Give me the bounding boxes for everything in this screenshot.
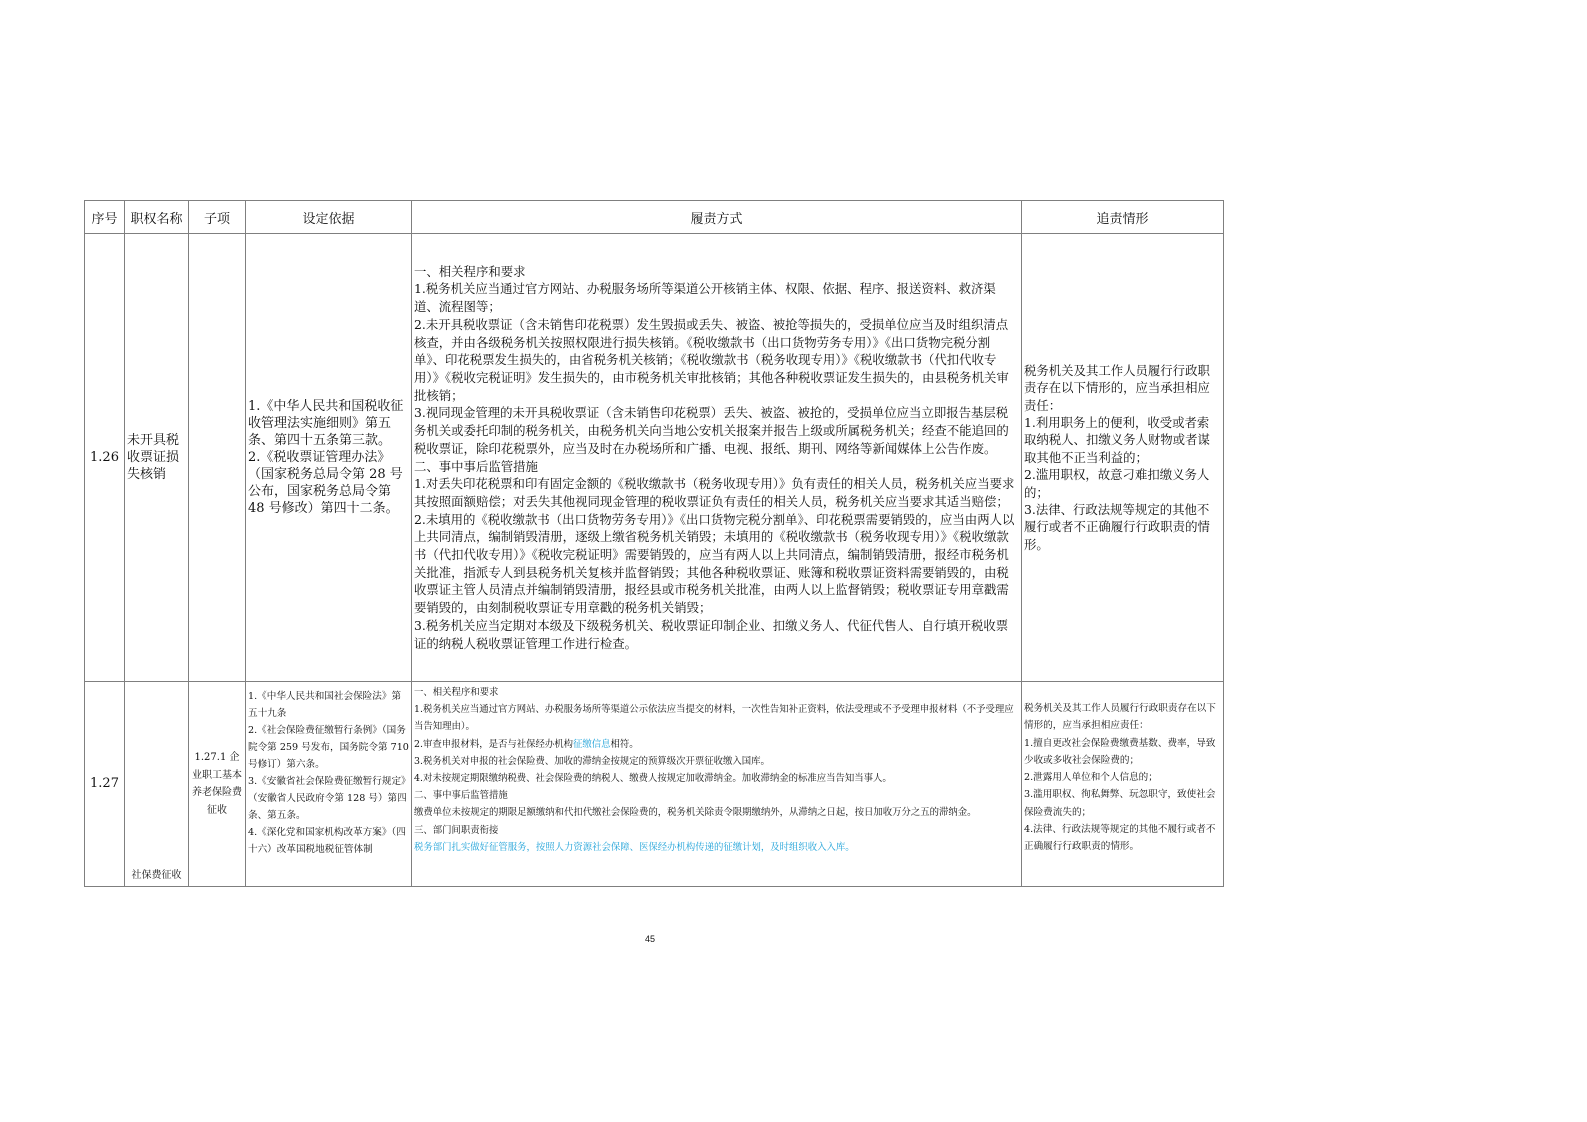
accountability: 税务机关及其工作人员履行行政职责存在以下情形的，应当承担相应责任： 1.擅自更改社会保险费缴费基数、费率，导致少收或多收社会保险费的； 2.泄露用人单位和个人信息的； 3.滥用职权、徇私舞弊、玩忽职守，致使社会保险费流失的； 4.法律、行政法规等规定的其他不履行或者不正确履行行政职责的情形。	[1022, 682, 1224, 887]
duty-method: 一、相关程序和要求 1.税务机关应当通过官方网站、办税服务场所等渠道公开核销主体、权限、依据、程序、报送资料、救济渠道、流程图等； 2.未开具税收票证（含未销售印花税票）发生毁损或丢失、被盗、被抢等损失的，受损单位应当及时组织清点核查，并由各级税务机关按照权限进行损失核销。《税收缴款书（出口货物劳务专用）》《出口货物完税分割单》、印花税票发生损失的，由省税务机关核销；《税收缴款书（税务收现专用）》《税收缴款书（代扣代收专用）》《税收完税证明》发生损失的，由市税务机关审批核销；其他各种税收票证发生损失的，由县税务机关审批核销； 3.视同现金管理的未开具税收票证（含未销售印花税票）丢失、被盗、被抢的，受损单位应当立即报告基层税务机关或委托印制的税务机关，由税务机关向当地公安机关报案并报告上级或所属税务机关；经查不能追回的税收票证，除印花税票外，应当及时在办税场所和广播、电视、报纸、期刊、网络等新闻媒体上公告作废。 二、事中事后监管措施 1.对丢失印花税票和印有固定金额的《税收缴款书（税务收现专用）》负有责任的相关人员，税务机关应当要求其按照面额赔偿；对丢失其他视同现金管理的税收票证负有责任的相关人员，税务机关应当要求其适当赔偿； 2.未填用的《税收缴款书（出口货物劳务专用）》《出口货物完税分割单》、印花税票需要销毁的，应当由两人以上共同清点，编制销毁清册，逐级上缴省税务机关销毁；未填用的《税收缴款书（税务收现专用）》《税收缴款书（代扣代收专用）》《税收完税证明》需要销毁的，应当有两人以上共同清点，编制销毁清册，报经市税务机关批准，指派专人到县税务机关复核并监督销毁；其他各种税收票证、账簿和税收票证资料需要销毁的，由税收票证主管人员清点并编制销毁清册，报经县或市税务机关批准，由两人以上监督销毁；税收票证专用章戳需要销毁的，由刻制税收票证专用章戳的税务机关销毁； 3.税务机关应当定期对本级及下级税务机关、税收票证印制企业、扣缴义务人、代征代售人、自行填开税收票证的纳税人税收票证管理工作进行检查。	[412, 234, 1022, 682]
power-name: 社保费征收	[125, 682, 189, 887]
header-no: 序号	[85, 201, 125, 234]
header-sub: 子项	[189, 201, 246, 234]
duty-method	[412, 682, 1022, 887]
table-header-row	[85, 201, 1224, 234]
sub-item	[189, 234, 246, 682]
legal-basis: 1.《中华人民共和国社会保险法》第五十九条 2.《社会保险费征缴暂行条例》（国务院令第 259 号发布，国务院令第 710 号修订）第六条。 3.《安徽省社会保险费征缴暂行规定》（安徽省人民政府令第 128 号）第四条、第五条。 4.《深化党和国家机构改革方案》（四十六）改革国税地税征管体制	[246, 682, 412, 887]
accountability: 税务机关及其工作人员履行行政职责存在以下情形的，应当承担相应责任： 1.利用职务上的便利，收受或者索取纳税人、扣缴义务人财物或者谋取其他不正当利益的； 2.滥用职权，故意刁难扣缴义务人的； 3.法律、行政法规等规定的其他不履行或者不正确履行行政职责的情形。	[1022, 234, 1224, 682]
legal-basis: 1.《中华人民共和国税收征收管理法实施细则》第五条、第四十五条第三款。 2.《税收票证管理办法》（国家税务总局令第 28 号公布，国家税务总局令第 48 号修改）第四十二条。	[246, 234, 412, 682]
method-link-text: 征缴信息	[572, 738, 611, 750]
power-name: 未开具税收票证损失核销	[125, 234, 189, 682]
sub-item: 1.27.1 企业职工基本养老保险费征收	[189, 682, 246, 887]
method-blue-text: 税务部门扎实做好征管服务，按照人力资源社会保障、医保经办机构传递的征缴计划，及时组织收入入库。	[414, 841, 855, 853]
table-row	[85, 234, 1224, 682]
method-text-after: 相符。 3.税务机关对申报的社会保险费、加收的滞纳金按规定的预算级次开票征收缴入国库。 4.对未按规定期限缴纳税费、社会保险费的纳税人、缴费人按规定加收滞纳金。加收滞纳金的标准应当告知当事人。 二、事中事后监管措施 缴费单位未按规定的期限足额缴纳和代扣代缴社会保险费的，税务机关除责令限期缴纳外，从滞纳之日起，按日加收万分之五的滞纳金。 三、部门间职责衔接	[414, 738, 977, 836]
page-number: 45	[644, 934, 655, 944]
table-row	[85, 682, 1224, 887]
header-basis: 设定依据	[246, 201, 412, 234]
header-name: 职权名称	[125, 201, 189, 234]
header-method: 履责方式	[412, 201, 1022, 234]
method-text-before: 一、相关程序和要求 1.税务机关应当通过官方网站、办税服务场所等渠道公示依法应当提交的材料，一次性告知补正资料，依法受理或不予受理申报材料（不予受理应当告知理由）。 2.审查申报材料，是否与社保经办机构	[414, 687, 1014, 750]
row-number: 1.27	[85, 682, 125, 887]
header-pursue: 追责情形	[1022, 201, 1224, 234]
duty-table	[84, 200, 1224, 887]
row-number: 1.26	[85, 234, 125, 682]
